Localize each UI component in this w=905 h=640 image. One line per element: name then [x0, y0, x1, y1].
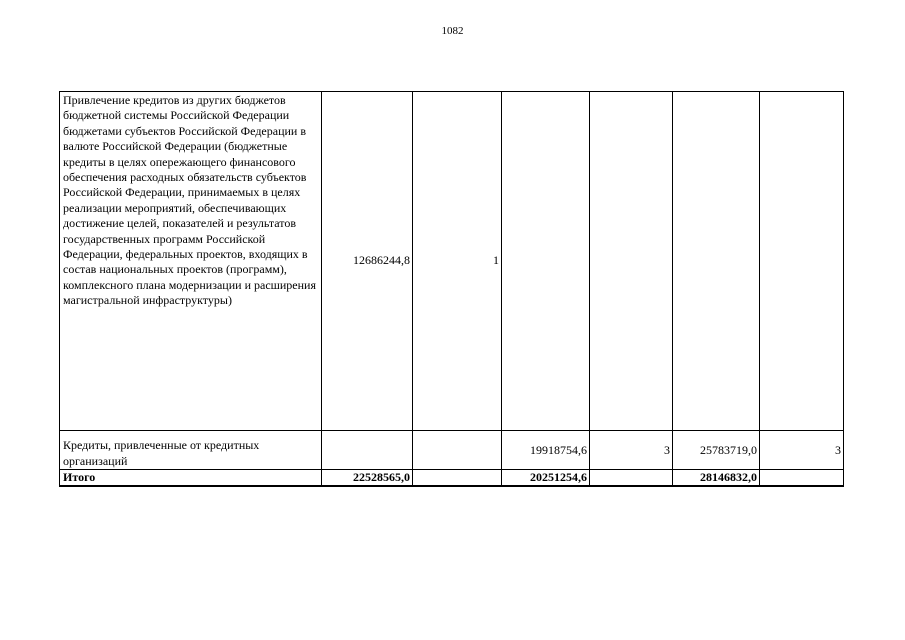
row-label: Привлечение кредитов из других бюджетов бюджетной системы Российской Федерации бюджетами субъектов Российской Федерации в валюте Российской Федерации (бюджетные кредиты в целях опережающего финансового обеспечения расходных обязательств субъектов Российской Федерации, принимаемых в целях реализации мероприятий, обеспечивающих достижение целей, показателей и результатов государственных программ Российской Федерации, федеральных проектов, входящих в состав национальных проектов (программ), комплексного плана модернизации и расширения магистральной инфраструктуры): [60, 92, 322, 431]
amount-year-1: [322, 431, 413, 470]
total-row: [60, 470, 844, 487]
page-number: 1082: [441, 25, 464, 37]
table-row: [60, 431, 844, 470]
row-label: Кредиты, привлеченные от кредитных организаций: [60, 431, 322, 470]
total-label: Итого: [60, 470, 322, 487]
amount-year-3: [673, 92, 760, 431]
term-year-1: 1: [413, 92, 502, 431]
total-amount-year-1: 22528565,0: [322, 470, 413, 487]
term-year-1: [413, 431, 502, 470]
total-term-year-2: [590, 470, 673, 487]
term-year-2: [590, 92, 673, 431]
amount-year-1: 12686244,8: [322, 92, 413, 431]
table-row: [60, 92, 844, 431]
total-amount-year-2: 20251254,6: [502, 470, 590, 487]
amount-year-2: [502, 92, 590, 431]
amount-year-3: 25783719,0: [673, 431, 760, 470]
total-term-year-3: [760, 470, 844, 487]
borrowing-table: [59, 91, 844, 487]
term-year-2: 3: [590, 431, 673, 470]
amount-year-2: 19918754,6: [502, 431, 590, 470]
term-year-3: [760, 92, 844, 431]
total-amount-year-3: 28146832,0: [673, 470, 760, 487]
total-term-year-1: [413, 470, 502, 487]
term-year-3: 3: [760, 431, 844, 470]
